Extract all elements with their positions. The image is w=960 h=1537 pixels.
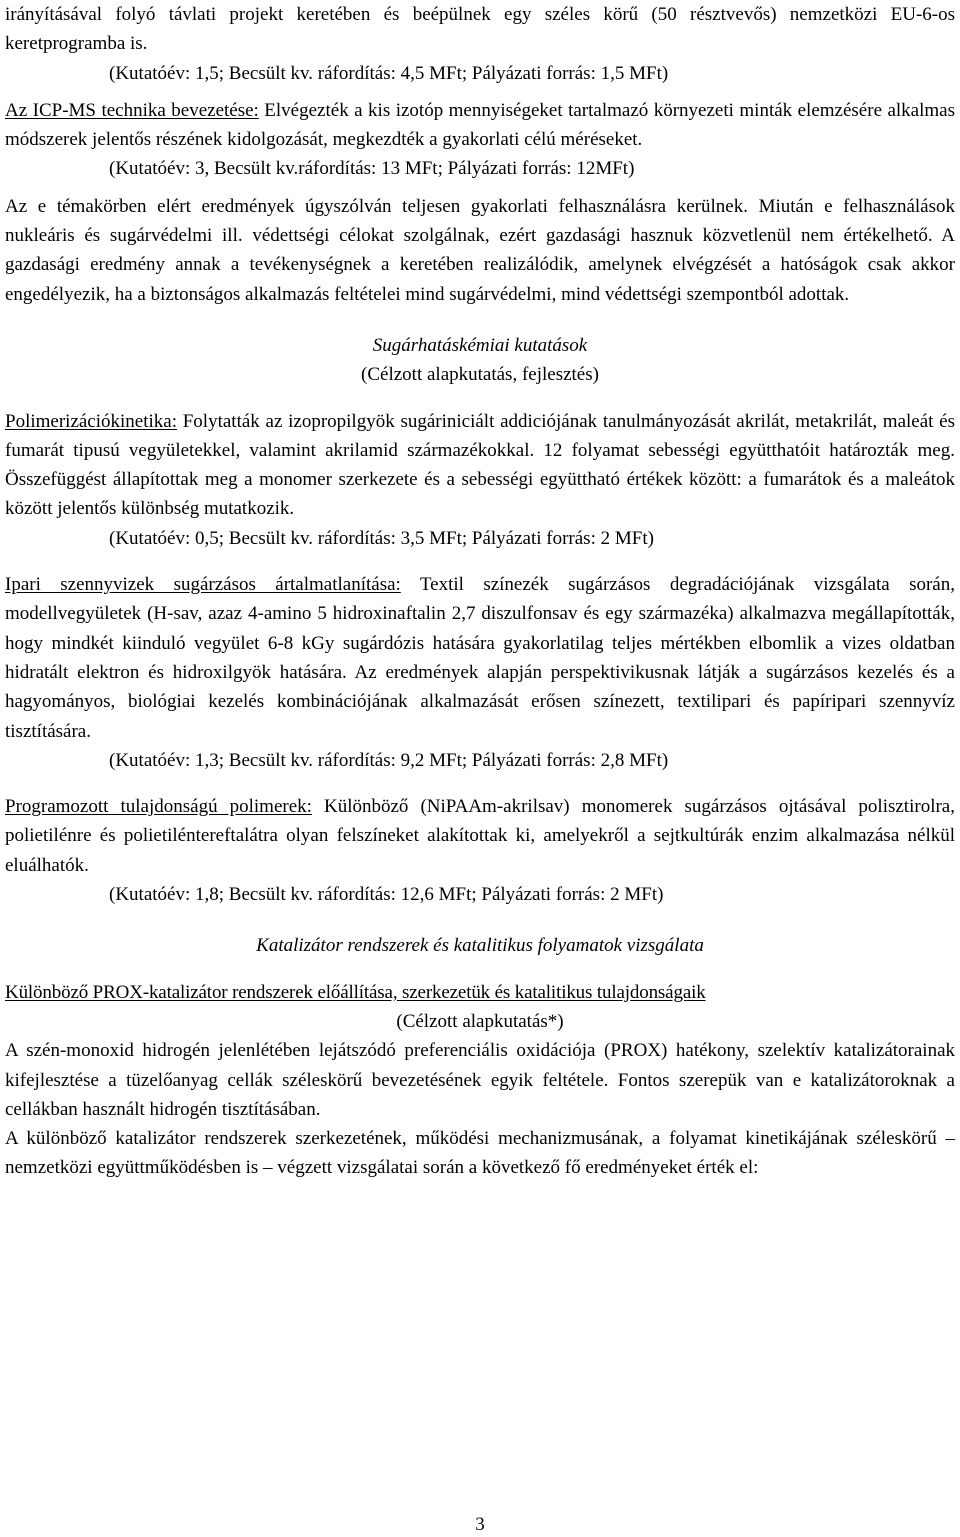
page-number: 3: [475, 1514, 485, 1535]
results-paragraph: Az e témakörben elért eredmények úgyszólván teljesen gyakorlati felhasználásra kerülnek. Miután e felhasználások nukleáris és sugárvédelmi ill. védettségi célokat szolgálnak, ezért gazdasági hasznuk közvetlenül nem értékelhető. A gazdasági eredmény annak a tevékenységnek a keretében realizálódik, amelynek elvégzését a hatóságok csak akkor engedélyezik, ha a biztonságos alkalmazás feltételei mind sugárvédelmi, mind védettségi szempontból adottak.: [5, 195, 955, 305]
intro-funding: (Kutatóév: 1,5; Becsült kv. ráfordítás: 4,5 MFt; Pályázati forrás: 1,5 MFt): [109, 62, 669, 84]
polymer-paragraph: [5, 407, 955, 524]
prox-paragraph-2: A különböző katalizátor rendszerek szerkezetének, működési mechanizmusának, a folyamat kinetikájának széleskörű – nemzetközi együttműködésben is – végzett vizsgálatai során a következő fő eredményeket érték el:: [5, 1128, 955, 1179]
polymer-funding: (Kutatóév: 0,5; Becsült kv. ráfordítás: 3,5 MFt; Pályázati forrás: 2 MFt): [109, 527, 654, 549]
icpms-heading: Az ICP-MS technika bevezetése:: [5, 99, 259, 121]
wastewater-text: Textil színezék sugárzásos degradációjának vizsgálata során, modellvegyületek (H-sav, azaz 4-amino 5 hidroxinaftalin 2,7 diszulfonsav és egy származéka) alkalmazva megállapították, hogy mindkét kiinduló vegyület 6-8 kGy sugárdózis hatására gyakorlatilag teljes mértékben elbomlik a vizes oldatban hidratált elektron és hidroxilgyök hatására. Az eredmények alapján perspektivikusnak látják a sugárzásos kezelés és a hagyományos, biológiai kezelés kombinációjának alkalmazását erősen színezett, textilipari és papíripari szennyvíz tisztítására.: [5, 574, 955, 742]
intro-paragraph: [5, 0, 955, 59]
wastewater-paragraph: [5, 570, 955, 746]
icpms-text: Elvégezték a kis izotóp mennyiségeket tartalmazó környezeti minták elemzésére alkalmas módszerek jelentős részének kidolgozását, megkezdték a gyakorlati célú méréseket.: [5, 99, 955, 151]
programmed-paragraph: [5, 792, 955, 880]
polymer-heading: Polimerizációkinetika:: [5, 410, 178, 432]
programmed-funding: (Kutatóév: 1,8; Becsült kv. ráfordítás: 12,6 MFt; Pályázati forrás: 2 MFt): [109, 884, 664, 906]
document-page: [5, 0, 955, 1183]
polymer-text: Folytatták az izopropilgyök sugáriniciált addiciójának tanulmányozását akrilát, metakrilát, maleát és fumarát tipusú vegyületekkel, valamint akrilamid származékokkal. 12 folyamat sebességi együtthatóit határozták meg. Összefüggést állapítottak meg a monomer szerkezete és a sebességi együttható értékek között: a fumarátok és a maleátok között jelentős különbség mutatkozik.: [5, 410, 955, 520]
programmed-text: Különböző (NiPAAm-akrilsav) monomerek sugárzásos ojtásával polisztirolra, polietilénre és polietiléntereftalátra olyan felszíneket alakítottak ki, amelyekről a sejtkultúrák enzim alkalmazása nélkül eluálhatók.: [5, 796, 955, 876]
programmed-heading: Programozott tulajdonságú polimerek:: [5, 796, 312, 818]
wastewater-heading: Ipari szennyvizek sugárzásos ártalmatlanítása:: [5, 574, 401, 596]
intro-text: irányításával folyó távlati projekt keretében és beépülnek egy széles körű (50 résztvevős) nemzetközi EU-6-os keretprogramba is.: [5, 4, 955, 55]
prox-heading: Különböző PROX-katalizátor rendszerek előállítása, szerkezetük és katalitikus tulajdonságaik: [5, 981, 706, 1003]
section1-subtitle: (Célzott alapkutatás, fejlesztés): [361, 364, 599, 386]
icpms-paragraph: [5, 96, 955, 155]
wastewater-funding: (Kutatóév: 1,3; Becsült kv. ráfordítás: 9,2 MFt; Pályázati forrás: 2,8 MFt): [109, 749, 669, 771]
section1-title: Sugárhatáskémiai kutatások: [372, 334, 588, 356]
section2-title: Katalizátor rendszerek és katalitikus folyamatok vizsgálata: [256, 935, 704, 957]
icpms-funding: (Kutatóév: 3, Becsült kv.ráfordítás: 13 MFt; Pályázati forrás: 12MFt): [109, 158, 635, 180]
prox-subtitle: (Célzott alapkutatás*): [396, 1010, 564, 1032]
prox-paragraph-1: A szén-monoxid hidrogén jelenlétében lejátszódó preferenciális oxidációja (PROX) hatékony, szelektív katalizátorainak kifejlesztése a tüzelőanyag cellák széleskörű bevezetésének egyik feltétele. Fontos szerepük van e katalizátoroknak a cellákban használt hidrogén tisztításában.: [5, 1040, 955, 1120]
